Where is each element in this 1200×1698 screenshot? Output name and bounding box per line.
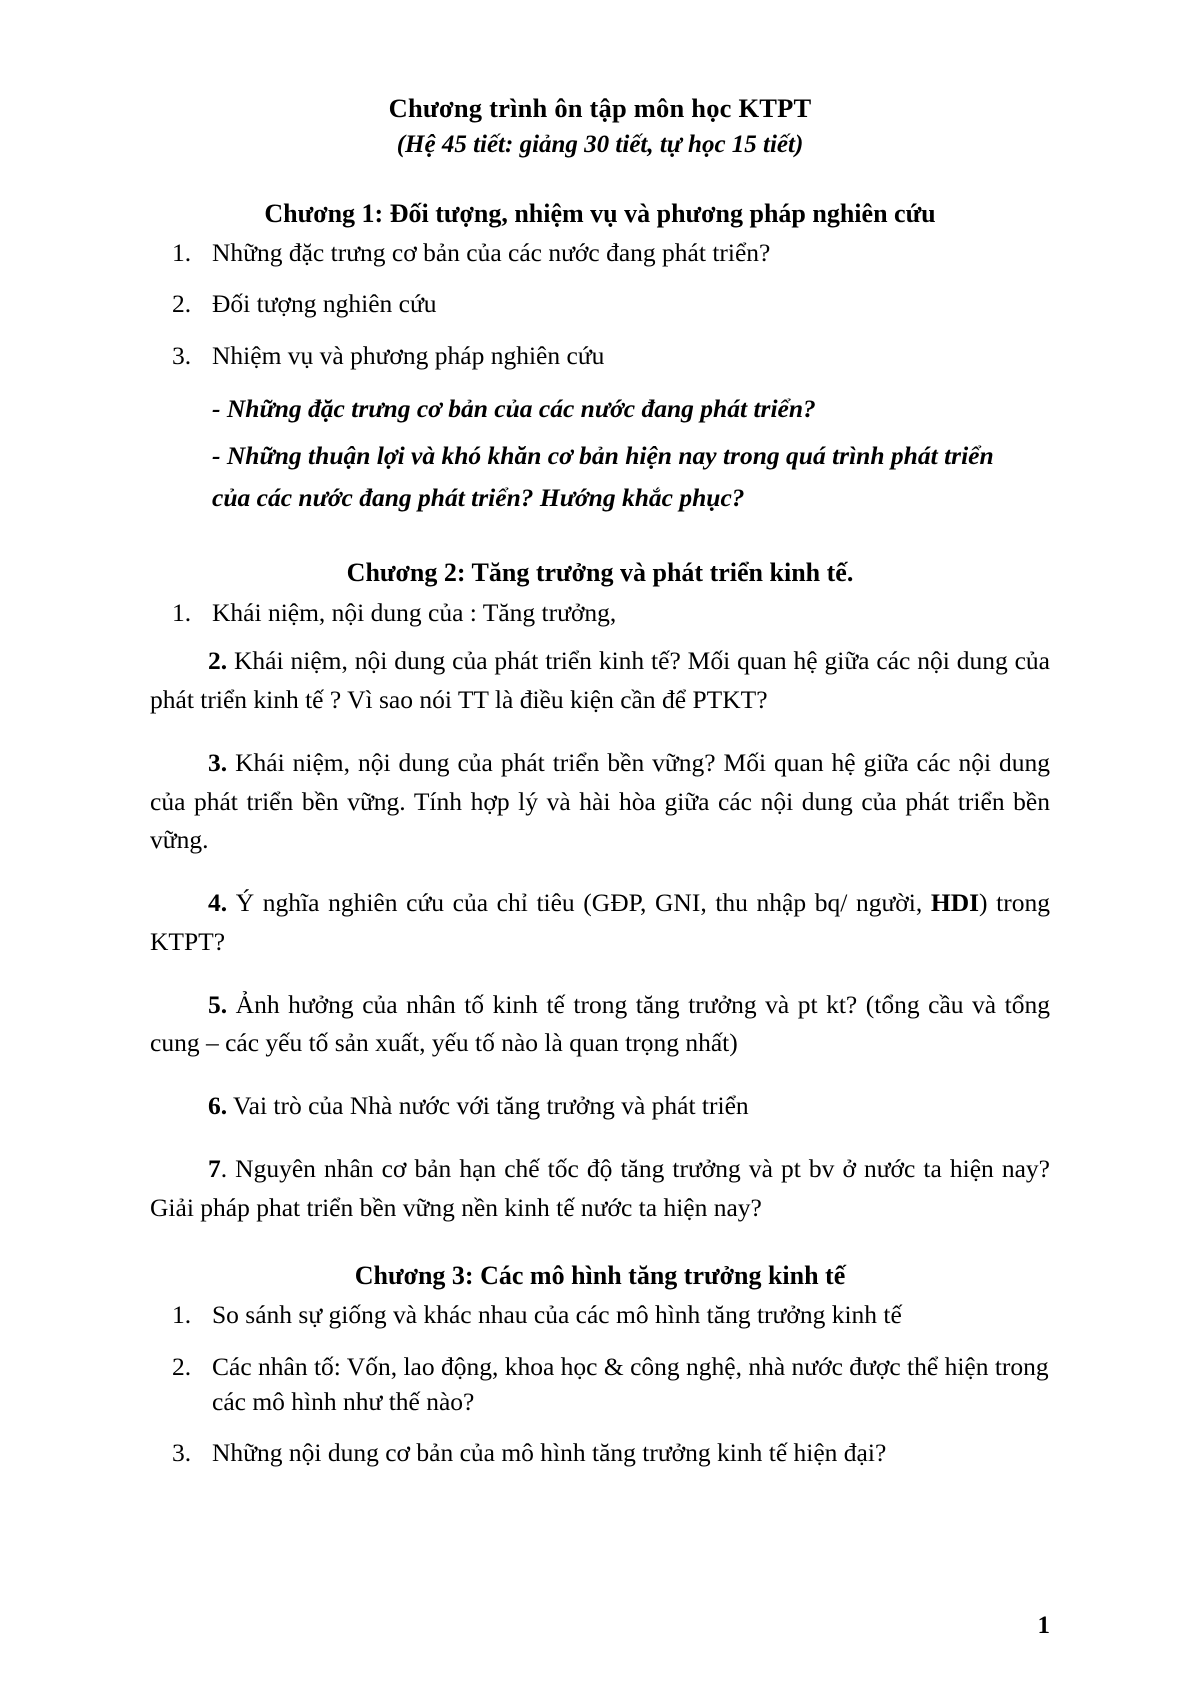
list-marker: 1.: [172, 1300, 192, 1330]
item-number: 6.: [208, 1091, 228, 1120]
chapter-2-item-5: [150, 986, 1050, 1064]
list-marker: 1.: [172, 237, 192, 267]
chapter-2-heading: Chương 2: Tăng trưởng và phát triển kinh tế.: [346, 557, 854, 587]
document-title: Chương trình ôn tập môn học KTPT: [388, 93, 812, 123]
chapter-1-subitem-continuation: của các nước đang phát triển? Hướng khắc phục?: [212, 482, 745, 512]
chapter-2-list-first: [150, 596, 1050, 631]
list-marker: 1.: [172, 597, 192, 627]
chapter-2-item-3: [150, 744, 1050, 860]
list-marker: 3.: [172, 340, 192, 370]
list-item: [150, 287, 1050, 322]
page-number: 1: [1037, 1612, 1050, 1639]
item-number: 2.: [208, 646, 228, 676]
document-subtitle: (Hệ 45 tiết: giảng 30 tiết, tự học 15 tiết): [396, 130, 804, 158]
list-item-text: Những đặc trưng cơ bản của các nước đang phát triển?: [212, 237, 771, 267]
item-text: Vai trò của Nhà nước với tăng trưởng và phát triển: [227, 1091, 749, 1120]
list-item-text: Những nội dung cơ bản của mô hình tăng trưởng kinh tế hiện đại?: [212, 1438, 887, 1468]
list-item-text: Đối tượng nghiên cứu: [212, 289, 437, 319]
list-item: [150, 1350, 1050, 1419]
list-marker: 2.: [172, 289, 192, 319]
item-text: Khái niệm, nội dung của phát triển bền vững? Mối quan hệ giữa các nội dung của phát triển bền vững. Tính hợp lý và hài hòa giữa các nội dung của phát triển bền vững.: [150, 747, 1050, 855]
chapter-3-heading: Chương 3: Các mô hình tăng trưởng kinh tế: [354, 1261, 846, 1291]
list-item-text: Nhiệm vụ và phương pháp nghiên cứu: [212, 340, 605, 370]
item-text: Khái niệm, nội dung của phát triển kinh tế? Mối quan hệ giữa các nội dung của phát triển kinh tế ? Vì sao nói TT là điều kiện cần để PTKT?: [150, 646, 1050, 714]
item-number: 3.: [208, 747, 228, 777]
list-item-text: Các nhân tố: Vốn, lao động, khoa học & công nghệ, nhà nước được thể hiện trong các mô hình như thế nào?: [212, 1351, 1049, 1416]
list-item: [150, 1436, 1050, 1471]
chapter-1-subitem: - Những thuận lợi và khó khăn cơ bản hiện nay trong quá trình phát triển: [212, 441, 994, 471]
document-body: [150, 95, 1050, 1471]
item-text: . Nguyên nhân cơ bản hạn chế tốc độ tăng trưởng và pt bv ở nước ta hiện nay? Giải pháp phat triển bền vững nền kinh tế nước ta hiện nay?: [150, 1153, 1050, 1222]
list-item: [150, 339, 1050, 374]
chapter-2-item-4: [150, 884, 1050, 962]
item-text-before: Ý nghĩa nghiên cứu của chỉ tiêu (GĐP, GNI, thu nhập bq/ người,: [227, 888, 931, 917]
list-marker: 2.: [172, 1351, 192, 1381]
list-item-text: Khái niệm, nội dung của : Tăng trưởng,: [212, 597, 617, 627]
chapter-3-list: [150, 1298, 1050, 1471]
chapter-1-heading: Chương 1: Đối tượng, nhiệm vụ và phương pháp nghiên cứu: [264, 198, 936, 228]
list-item: [150, 596, 1050, 631]
item-text-emphasis: HDI: [930, 888, 980, 917]
chapter-1-list: [150, 236, 1050, 374]
item-number: 4.: [208, 888, 228, 917]
list-item: [150, 1298, 1050, 1333]
chapter-2-item-2: [150, 642, 1050, 720]
list-item: [150, 236, 1050, 271]
item-text: Ảnh hưởng của nhân tố kinh tế trong tăng trưởng và pt kt? (tổng cầu và tổng cung – các yếu tố sản xuất, yếu tố nào là quan trọng nhất): [150, 989, 1050, 1058]
list-item-text: So sánh sự giống và khác nhau của các mô hình tăng trưởng kinh tế: [212, 1300, 902, 1330]
chapter-2-item-6: [150, 1087, 1050, 1126]
chapter-2-item-7: [150, 1150, 1050, 1228]
item-number: 5.: [208, 989, 228, 1019]
chapter-1-subitem: - Những đặc trưng cơ bản của các nước đang phát triển?: [212, 393, 816, 423]
item-text-after: ) trong KTPT?: [150, 888, 1050, 956]
list-marker: 3.: [172, 1438, 192, 1468]
item-number: 7: [208, 1153, 221, 1183]
